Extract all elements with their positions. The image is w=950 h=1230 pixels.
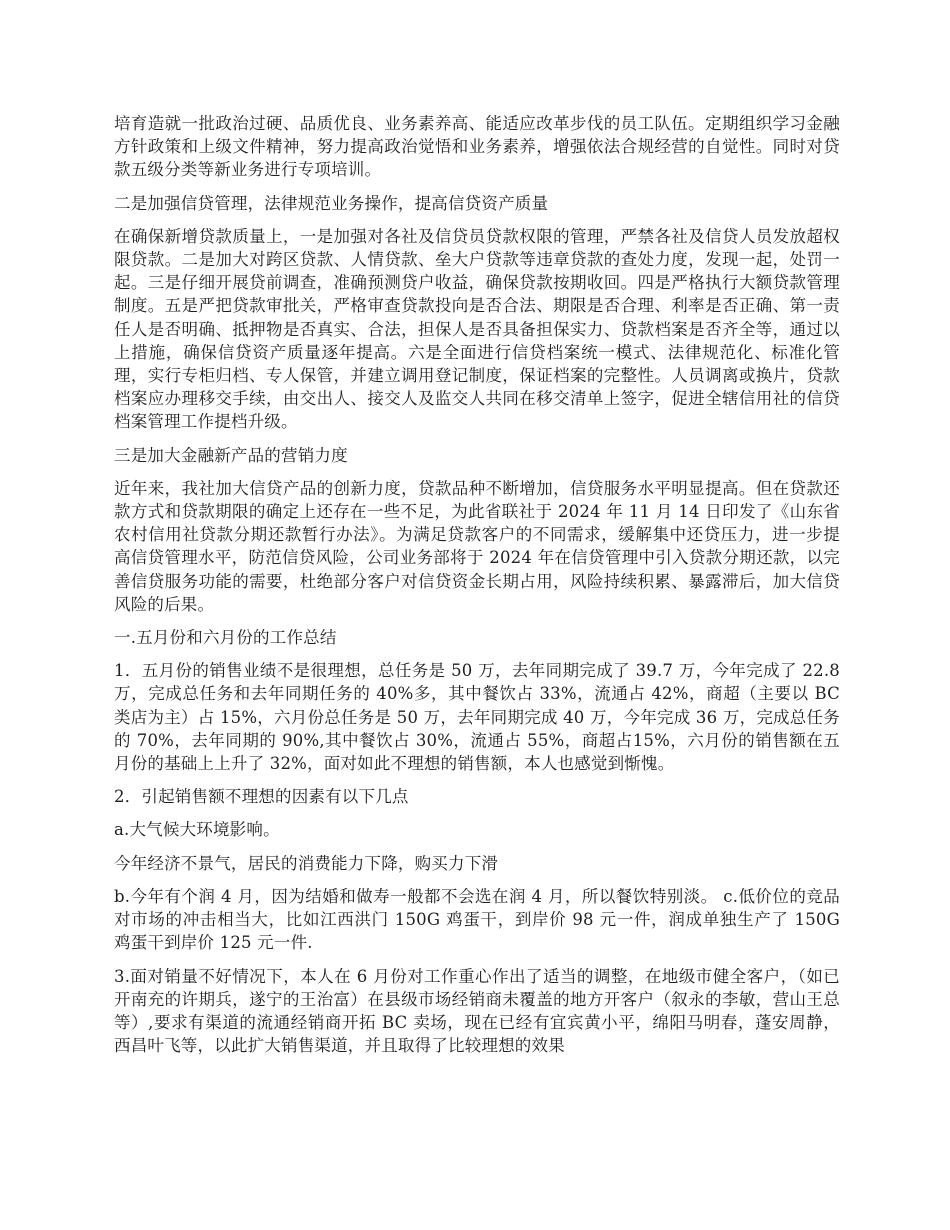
paragraph-sales-performance: 1．五月份的销售业绩不是很理想，总任务是 50 万，去年同期完成了 39.7 万，今年完成了 22.8 万，完成总任务和去年同期任务的 40%多，其中餐饮占 33%，流通占 42%，商超（主要以 BC 类店为主）占 15%，六月份总任务是 50 万，去年同期完成 40 万，今年完成 36 万，完成总任务的 70%，去年同期的 90%,其中餐饮占 30%，流通占 55%，商超占15%，六月份的销售额在五月份的基础上上升了 32%，面对如此不理想的销售额，本人也感觉到惭愧。 (114, 661, 840, 774)
paragraph-training: 培育造就一批政治过硬、品质优良、业务素养高、能适应改革步伐的员工队伍。定期组织学习金融方针政策和上级文件精神，努力提高政治觉悟和业务素养，增强依法合规经营的自觉性。同时对贷款五级分类等新业务进行专项培训。 (114, 114, 840, 180)
heading-new-products: 三是加大金融新产品的营销力度 (114, 445, 348, 465)
heading-sales-factors: 2．引起销售额不理想的因素有以下几点 (114, 787, 409, 807)
paragraph-economy: 今年经济不景气，居民的消费能力下降，购买力下滑 (114, 853, 499, 873)
paragraph-credit-measures: 在确保新增贷款质量上，一是加强对各社及信贷员贷款权限的管理，严禁各社及信贷人员发放超权限贷款。二是加大对跨区贷款、人情贷款、垒大户贷款等违章贷款的查处力度，发现一起，处罚一起。三是仔细开展贷前调查，准确预测贷户收益，确保贷款按期收回。四是严格执行大额贷款管理制度。五是严把贷款审批关，严格审查贷款投向是否合法、期限是否合理、利率是否正确、第一责任人是否明确、抵押物是否真实、合法，担保人是否具备担保实力、贷款档案是否齐全等，通过以上措施，确保信贷资产质量逐年提高。六是全面进行信贷档案统一模式、法律规范化、标准化管理，实行专柜归档、专人保管，并建立调用登记制度，保证档案的完整性。人员调离或换片，贷款档案应办理移交手续，由交出人、接交人及监交人共同在移交清单上签字，促进全辖信用社的信贷档案管理工作提档升级。 (114, 226, 840, 432)
heading-credit-management: 二是加强信贷管理，法律规范业务操作，提高信贷资产质量 (114, 193, 549, 213)
factor-b-c: b.今年有个润 4 月，因为结婚和做寿一般都不会选在润 4 月，所以餐饮特别淡。 c.低价位的竞品对市场的冲击相当大，比如江西洪门 150G 鸡蛋干，到岸价 98 元一件，润成单独生产了 150G 鸡蛋干到岸价 125 元一件. (114, 886, 840, 953)
paragraph-adjustments: 3.面对销量不好情况下，本人在 6 月份对工作重心作出了适当的调整，在地级市健全客户，（如已开南充的许期兵，遂宁的王治富）在县级市场经销商未覆盖的地方开客户（叙永的李敏，营山王总等）,要求有渠道的流通经销商开拓 BC 卖场，现在已经有宜宾黄小平，绵阳马明春，蓬安周静，西昌叶飞等，以此扩大销售渠道，并且取得了比较理想的效果 (114, 966, 840, 1056)
factor-a: a.大气候大环境影响。 (114, 820, 280, 840)
paragraph-installment-loans: 近年来，我社加大信贷产品的创新力度，贷款品种不断增加，信贷服务水平明显提高。但在贷款还款方式和贷款期限的确定上还存在一些不足，为此省联社于 2024 年 11 月 14 日印发了《山东省农村信用社贷款分期还款暂行办法》。为满足贷款客户的不同需求，缓解集中还贷压力，进一步提高信贷管理水平，防范信贷风险，公司业务部将于 2024 年在信贷管理中引入贷款分期还款，以完善信贷服务功能的需要，杜绝部分客户对信贷资金长期占用，风险持续积累、暴露滞后，加大信贷风险的后果。 (114, 478, 840, 614)
heading-work-summary: 一.五月份和六月份的工作总结 (114, 628, 337, 648)
